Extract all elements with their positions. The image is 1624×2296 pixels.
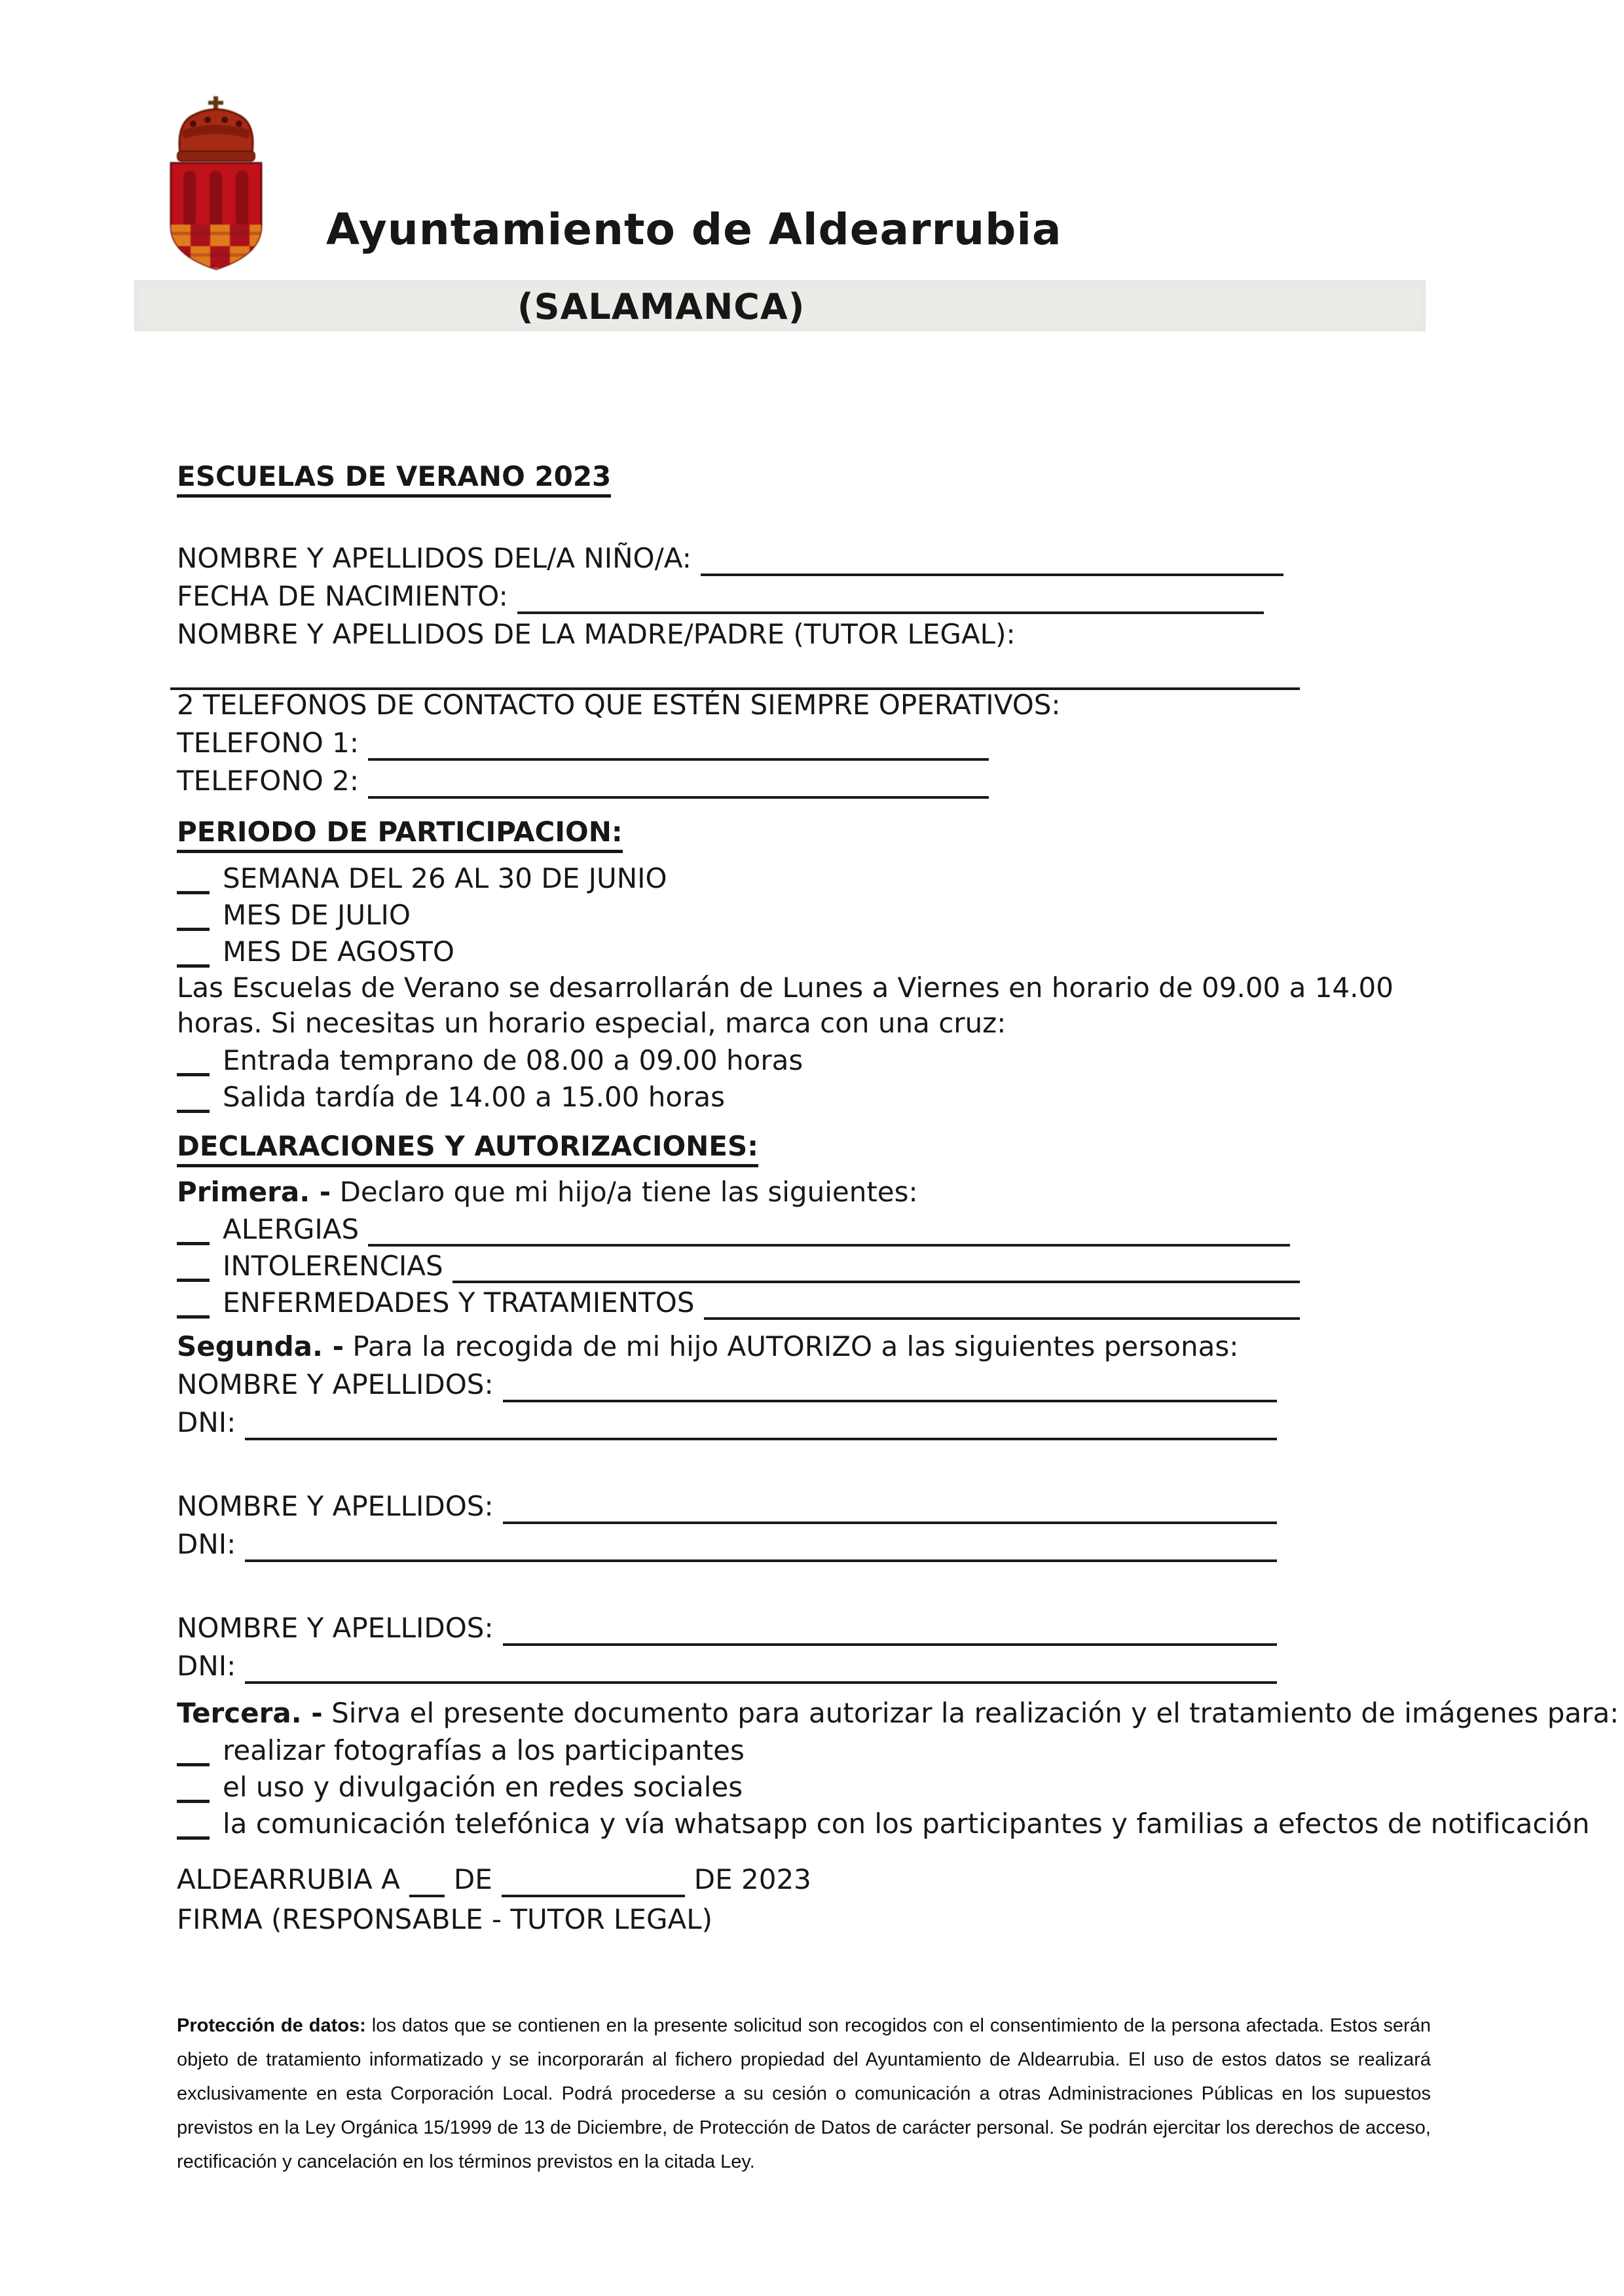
first-declaration-lead: Primera. - <box>177 1176 331 1208</box>
authorized-person-3 <box>177 1608 1624 1684</box>
guardian-blank-row <box>177 652 1300 690</box>
birth-date-row <box>177 576 1264 614</box>
checkbox-blank <box>177 1106 210 1113</box>
de-label: DE <box>453 1863 492 1895</box>
illnesses-row: ENFERMEDADES Y TRATAMIENTOS <box>177 1283 1300 1320</box>
person-name-row: NOMBRE Y APELLIDOS: <box>177 1486 1277 1524</box>
checkbox-blank <box>177 1069 210 1076</box>
intolerances-row: INTOLERENCIAS <box>177 1247 1300 1283</box>
checkbox-blank <box>177 1759 210 1766</box>
phone1-row <box>177 723 989 761</box>
checkbox-blank <box>177 887 210 894</box>
allergies-blank <box>368 1237 1290 1247</box>
person-name-row: NOMBRE Y APELLIDOS: <box>177 1364 1277 1402</box>
schedule-note: Las Escuelas de Verano se desarrollarán de Lunes a Viernes en horario de 09.00 a 14.00 horas. Si necesitas un horario especial, marca con una cruz: <box>177 972 1393 1039</box>
declarations-heading: DECLARACIONES Y AUTORIZACIONES: <box>177 1130 1624 1173</box>
social-media-option: el uso y divulgación en redes sociales <box>177 1768 1624 1804</box>
guardian-label: NOMBRE Y APELLIDOS DE LA MADRE/PADRE (TUTOR LEGAL): <box>177 618 1016 650</box>
second-declaration-lead: Segunda. - <box>177 1330 344 1362</box>
checkbox-blank <box>177 1311 210 1319</box>
province-subtitle: (SALAMANCA) <box>517 286 805 327</box>
person-dni-blank <box>245 1431 1277 1440</box>
guardian-row <box>177 614 1624 652</box>
third-declaration-text: Sirva el presente documento para autorizar la realización y el tratamiento de imágenes para: <box>331 1697 1619 1729</box>
authorized-person-2 <box>177 1486 1624 1562</box>
month-blank <box>502 1889 685 1897</box>
third-declaration <box>177 1694 1624 1731</box>
phones-intro-label: 2 TELEFONOS DE CONTACTO QUE ESTÉN SIEMPRE OPERATIVOS: <box>177 689 1061 721</box>
form-title: ESCUELAS DE VERANO 2023 <box>177 460 1624 498</box>
person-dni-row: DNI: <box>177 1524 1277 1562</box>
child-name-blank <box>701 567 1283 576</box>
period-option-june: SEMANA DEL 26 AL 30 DE JUNIO <box>177 859 1624 896</box>
person-name-blank <box>503 1393 1277 1402</box>
early-entry-option: Entrada temprano de 08.00 a 09.00 horas <box>177 1041 1624 1078</box>
date-line <box>177 1859 1624 1897</box>
first-declaration-text: Declaro que mi hijo/a tiene las siguientes: <box>339 1176 918 1208</box>
person-name-row: NOMBRE Y APELLIDOS: <box>177 1608 1277 1646</box>
photo-authorization-option: realizar fotografías a los participantes <box>177 1731 1624 1768</box>
phone2-row <box>177 761 989 799</box>
late-exit-option: Salida tardía de 14.00 a 15.00 horas <box>177 1078 1624 1114</box>
phones-intro-row <box>177 690 1624 723</box>
place-prefix: ALDEARRUBIA A <box>177 1863 400 1895</box>
signature-label: FIRMA (RESPONSABLE - TUTOR LEGAL) <box>177 1903 713 1935</box>
third-declaration-lead: Tercera. - <box>177 1697 323 1729</box>
illnesses-blank <box>704 1311 1300 1320</box>
phone2-blank <box>368 790 989 799</box>
whatsapp-contact-option: la comunicación telefónica y vía whatsapp con los participantes y familias a efectos de notificación <box>177 1804 1624 1841</box>
authorized-person-1 <box>177 1364 1624 1440</box>
period-heading: PERIODO DE PARTICIPACION: <box>177 816 1624 859</box>
aldearrubia-crest-logo <box>162 94 270 275</box>
signature-line <box>177 1897 1624 1935</box>
checkbox-blank <box>177 1275 210 1282</box>
child-name-row <box>177 538 1283 576</box>
birth-date-blank <box>517 605 1264 614</box>
day-blank <box>409 1889 445 1897</box>
child-name-label: NOMBRE Y APELLIDOS DEL/A NIÑO/A: <box>177 542 692 574</box>
province-band <box>134 280 1426 331</box>
checkbox-blank <box>177 1796 210 1803</box>
checkbox-blank <box>177 1238 210 1245</box>
data-protection-notice <box>177 2009 1431 2179</box>
first-declaration <box>177 1173 1624 1210</box>
person-dni-row: DNI: <box>177 1646 1277 1684</box>
year-suffix: DE 2023 <box>693 1863 811 1895</box>
checkbox-blank <box>177 1832 210 1840</box>
phone1-label: TELEFONO 1: <box>177 727 360 759</box>
form-body <box>177 332 1624 2179</box>
birth-date-label: FECHA DE NACIMIENTO: <box>177 580 508 612</box>
allergies-row: ALERGIAS <box>177 1210 1290 1247</box>
municipality-title: Ayuntamiento de Aldearrubia <box>326 204 1062 255</box>
person-name-blank <box>503 1515 1277 1524</box>
checkbox-blank <box>177 960 210 968</box>
person-name-blank <box>503 1637 1277 1646</box>
person-dni-blank <box>245 1675 1277 1684</box>
period-option-august: MES DE AGOSTO <box>177 932 1624 969</box>
person-dni-blank <box>245 1553 1277 1562</box>
second-declaration-text: Para la recogida de mi hijo AUTORIZO a las siguientes personas: <box>352 1330 1239 1362</box>
period-option-july: MES DE JULIO <box>177 896 1624 932</box>
document-header <box>0 0 1624 332</box>
data-protection-text: los datos que se contienen en la presente solicitud son recogidos con el consentimiento de la persona afectada. Estos serán objeto de tratamiento informatizado y se incorporarán al fichero propiedad del Ayuntamiento de Aldearrubia. El uso de estos datos se realizará exclusivamente en esta Corporación Local. Podrá procederse a su cesión o comunicación a otras Administraciones Públicas en los supuestos previstos en la Ley Orgánica 15/1999 de 13 de Diciembre, de Protección de Datos de carácter personal. Se podrán ejercitar los derechos de acceso, rectificación y cancelación en los términos previstos en la citada Ley. <box>177 2015 1431 2172</box>
data-protection-lead: Protección de datos: <box>177 2015 366 2036</box>
intolerances-blank <box>452 1274 1300 1283</box>
person-dni-row: DNI: <box>177 1402 1277 1440</box>
checkbox-blank <box>177 924 210 931</box>
identity-fields <box>177 538 1624 799</box>
second-declaration <box>177 1328 1624 1364</box>
phone2-label: TELEFONO 2: <box>177 765 360 797</box>
phone1-blank <box>368 752 989 761</box>
